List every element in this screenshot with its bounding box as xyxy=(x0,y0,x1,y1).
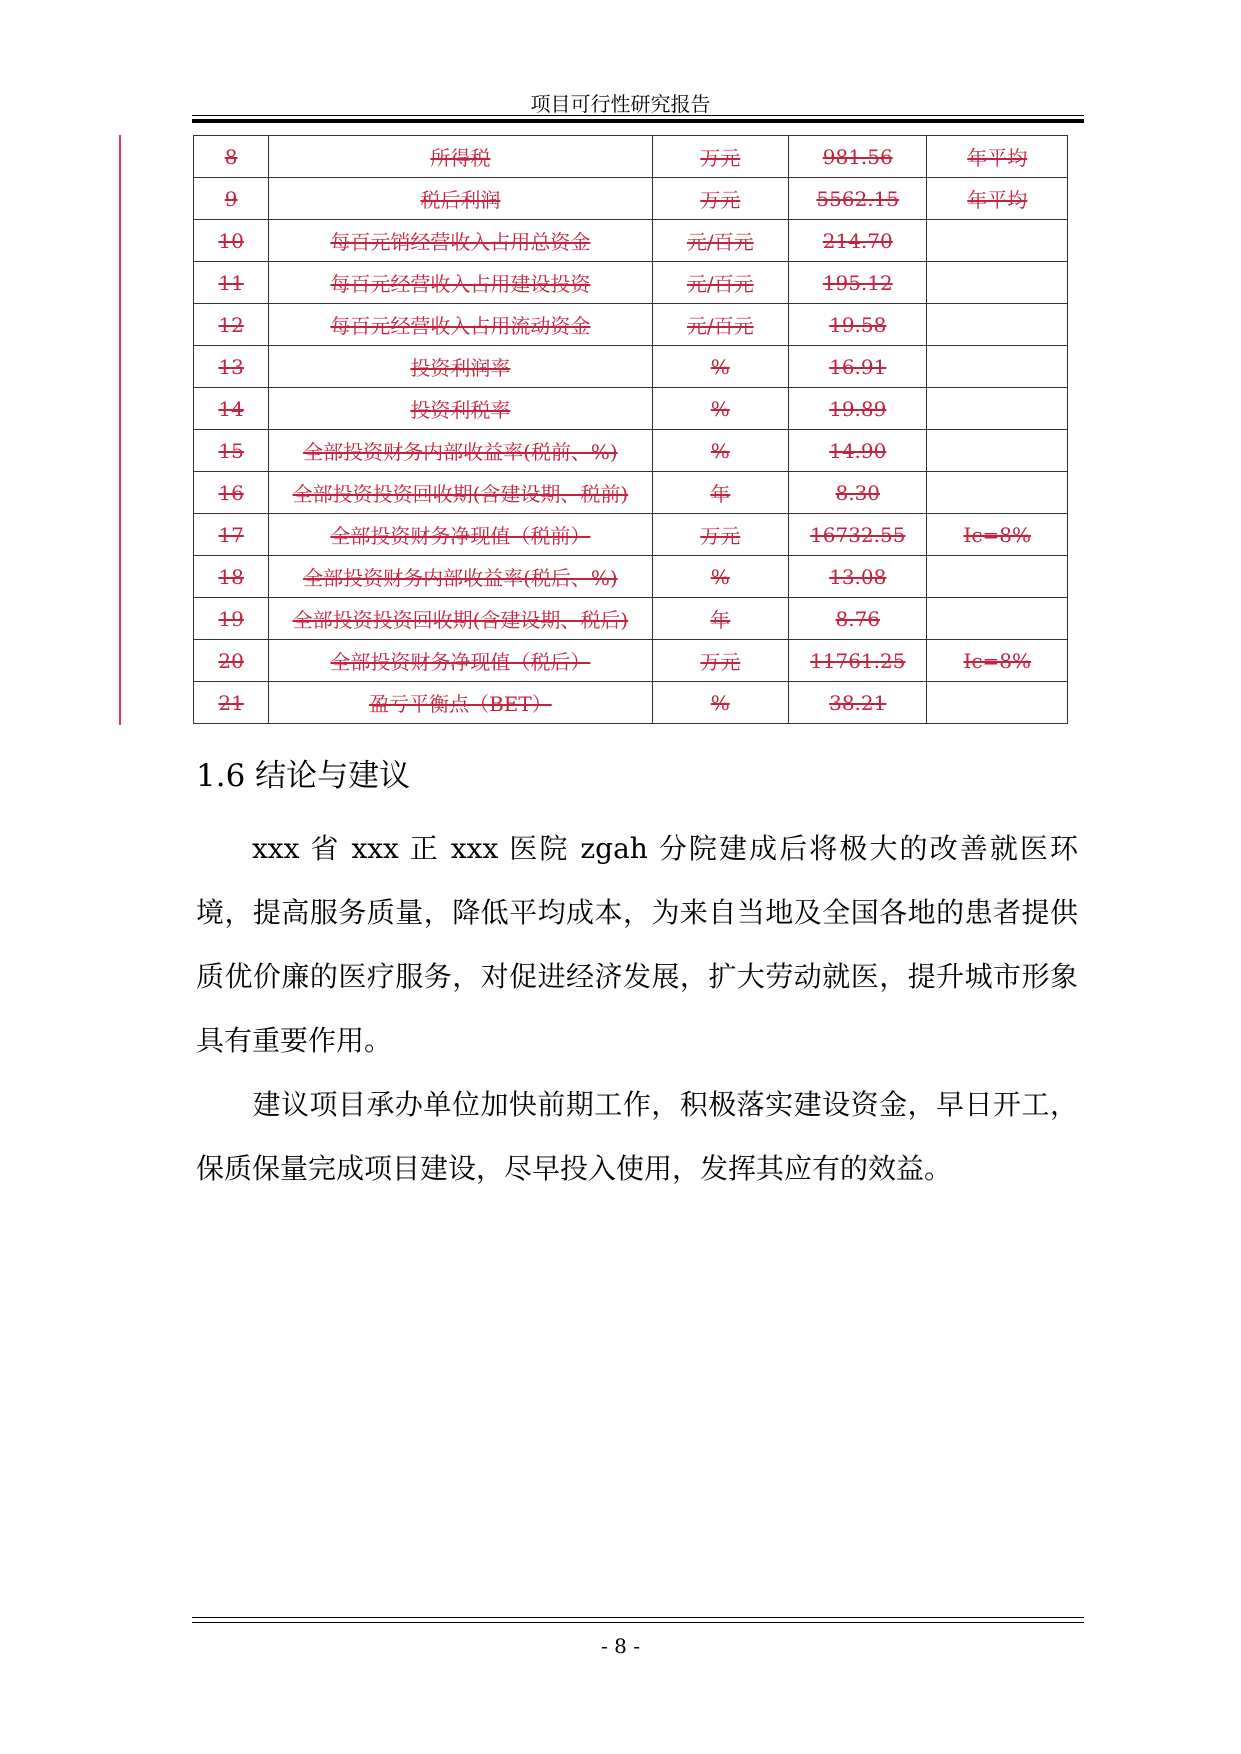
revision-change-bar xyxy=(119,135,121,725)
value-cell: 19.89 xyxy=(789,388,927,430)
row-index-cell: 16 xyxy=(194,472,269,514)
table-row xyxy=(194,640,1068,682)
value-cell: 16.91 xyxy=(789,346,927,388)
unit-cell: 万元 xyxy=(652,514,788,556)
row-index-cell: 15 xyxy=(194,430,269,472)
header-rule-thick xyxy=(192,119,1084,123)
row-index-cell: 8 xyxy=(194,136,269,178)
unit-cell: % xyxy=(652,388,788,430)
row-index-cell: 18 xyxy=(194,556,269,598)
unit-cell: 元/百元 xyxy=(652,304,788,346)
conclusion-paragraph xyxy=(196,817,1078,1073)
table-row xyxy=(194,514,1068,556)
indicator-name-cell: 盈亏平衡点（BET） xyxy=(269,682,652,724)
value-cell: 19.58 xyxy=(789,304,927,346)
row-index-cell: 20 xyxy=(194,640,269,682)
row-index-cell: 13 xyxy=(194,346,269,388)
unit-cell: 年 xyxy=(652,598,788,640)
unit-cell: 年 xyxy=(652,472,788,514)
table-row xyxy=(194,598,1068,640)
financial-indicators-table xyxy=(193,135,1068,724)
value-cell: 195.12 xyxy=(789,262,927,304)
table-row xyxy=(194,262,1068,304)
indicator-name-cell: 每百元经营收入占用建设投资 xyxy=(269,262,652,304)
table-row xyxy=(194,388,1068,430)
indicator-name-cell: 全部投资财务净现值（税后） xyxy=(269,640,652,682)
unit-cell: 万元 xyxy=(652,178,788,220)
remark-cell: 年平均 xyxy=(927,136,1068,178)
indicator-name-cell: 税后利润 xyxy=(269,178,652,220)
value-cell: 13.08 xyxy=(789,556,927,598)
row-index-cell: 11 xyxy=(194,262,269,304)
table-row xyxy=(194,472,1068,514)
unit-cell: 万元 xyxy=(652,136,788,178)
unit-cell: 元/百元 xyxy=(652,220,788,262)
value-cell: 8.76 xyxy=(789,598,927,640)
unit-cell: 元/百元 xyxy=(652,262,788,304)
remark-cell xyxy=(927,262,1068,304)
unit-cell: % xyxy=(652,682,788,724)
indicator-name-cell: 全部投资财务内部收益率(税前、%) xyxy=(269,430,652,472)
remark-cell xyxy=(927,304,1068,346)
indicator-name-cell: 全部投资财务净现值（税前） xyxy=(269,514,652,556)
recommendation-paragraph-text: 建议项目承办单位加快前期工作，积极落实建设资金，早日开工，保质保量完成项目建设，尽早投入使用，发挥其应有的效益。 xyxy=(196,1088,1078,1185)
value-cell: 5562.15 xyxy=(789,178,927,220)
table-row xyxy=(194,430,1068,472)
section-heading: 1.6 结论与建议 xyxy=(196,758,411,794)
value-cell: 981.56 xyxy=(789,136,927,178)
row-index-cell: 10 xyxy=(194,220,269,262)
recommendation-paragraph xyxy=(196,1073,1078,1201)
table-row xyxy=(194,178,1068,220)
table-row xyxy=(194,682,1068,724)
header-rule xyxy=(192,115,1084,116)
conclusion-paragraph-text: xxx 省 xxx 正 xxx 医院 zgah 分院建成后将极大的改善就医环境，提高服务质量，降低平均成本，为来自当地及全国各地的患者提供质优价廉的医疗服务，对促进经济发展，扩大劳动就医，提升城市形象具有重要作用。 xyxy=(196,832,1078,1057)
remark-cell xyxy=(927,556,1068,598)
remark-cell: Ic=8% xyxy=(927,640,1068,682)
row-index-cell: 14 xyxy=(194,388,269,430)
indicator-name-cell: 所得税 xyxy=(269,136,652,178)
remark-cell xyxy=(927,430,1068,472)
row-index-cell: 12 xyxy=(194,304,269,346)
row-index-cell: 21 xyxy=(194,682,269,724)
indicator-name-cell: 全部投资财务内部收益率(税后、%) xyxy=(269,556,652,598)
indicator-name-cell: 投资利润率 xyxy=(269,346,652,388)
footer-rule xyxy=(192,1617,1084,1618)
unit-cell: % xyxy=(652,346,788,388)
value-cell: 14.90 xyxy=(789,430,927,472)
row-index-cell: 17 xyxy=(194,514,269,556)
value-cell: 11761.25 xyxy=(789,640,927,682)
remark-cell xyxy=(927,472,1068,514)
table-row xyxy=(194,304,1068,346)
table-row xyxy=(194,346,1068,388)
value-cell: 16732.55 xyxy=(789,514,927,556)
table-row xyxy=(194,220,1068,262)
remark-cell: Ic=8% xyxy=(927,514,1068,556)
remark-cell: 年平均 xyxy=(927,178,1068,220)
footer-rule-double xyxy=(192,1622,1084,1623)
indicator-name-cell: 每百元销经营收入占用总资金 xyxy=(269,220,652,262)
indicator-name-cell: 投资利税率 xyxy=(269,388,652,430)
remark-cell xyxy=(927,346,1068,388)
page-header-title: 项目可行性研究报告 xyxy=(530,92,711,116)
indicator-name-cell: 全部投资投资回收期(含建设期、税前) xyxy=(269,472,652,514)
value-cell: 214.70 xyxy=(789,220,927,262)
unit-cell: % xyxy=(652,556,788,598)
row-index-cell: 19 xyxy=(194,598,269,640)
indicator-name-cell: 全部投资投资回收期(含建设期、税后) xyxy=(269,598,652,640)
unit-cell: 万元 xyxy=(652,640,788,682)
table-row xyxy=(194,136,1068,178)
remark-cell xyxy=(927,388,1068,430)
value-cell: 8.30 xyxy=(789,472,927,514)
unit-cell: % xyxy=(652,430,788,472)
remark-cell xyxy=(927,598,1068,640)
value-cell: 38.21 xyxy=(789,682,927,724)
row-index-cell: 9 xyxy=(194,178,269,220)
page-number: - 8 - xyxy=(601,1634,640,1658)
remark-cell xyxy=(927,220,1068,262)
table-row xyxy=(194,556,1068,598)
remark-cell xyxy=(927,682,1068,724)
indicator-name-cell: 每百元经营收入占用流动资金 xyxy=(269,304,652,346)
